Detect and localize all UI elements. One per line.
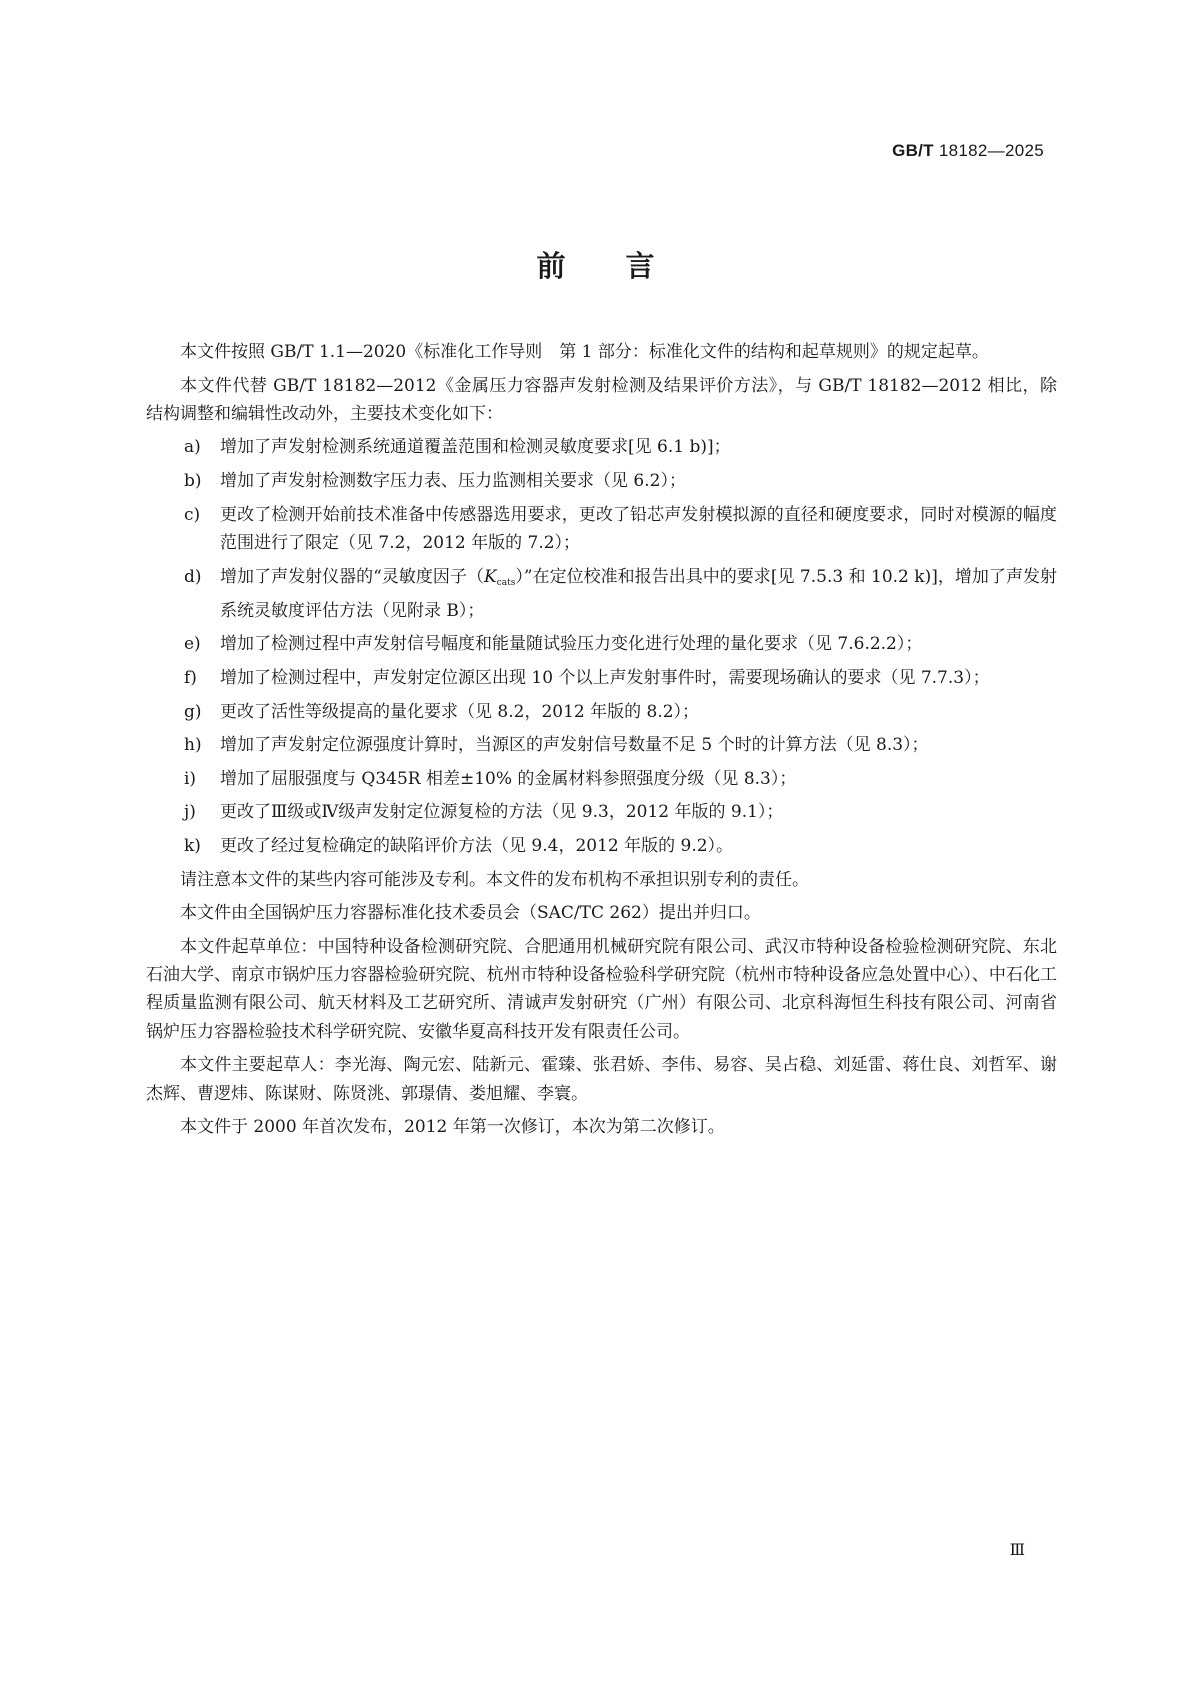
change-item-d xyxy=(146,563,1057,626)
change-item-a xyxy=(146,433,1057,461)
change-label: i) xyxy=(184,768,197,789)
proposer-paragraph: 本文件由全国锅炉压力容器标准化技术委员会（SAC/TC 262）提出并归口。 xyxy=(180,903,761,924)
change-text: 增加了检测过程中声发射信号幅度和能量随试验压力变化进行处理的量化要求（见 7.6.2.2）； xyxy=(220,634,923,655)
standard-number: 18182—2025 xyxy=(938,141,1044,160)
change-item-e xyxy=(146,630,1057,658)
change-item-k xyxy=(146,832,1057,860)
change-label: d) xyxy=(184,566,202,587)
patent-notice: 请注意本文件的某些内容可能涉及专利。本文件的发布机构不承担识别专利的责任。 xyxy=(180,869,809,890)
change-text: 更改了经过复检确定的缺陷评价方法（见 9.4，2012 年版的 9.2）。 xyxy=(220,836,734,857)
change-label: a) xyxy=(184,437,201,458)
k-symbol: K xyxy=(483,566,497,587)
change-label: f) xyxy=(184,668,197,689)
change-label: h) xyxy=(184,735,202,756)
change-text-before: 增加了声发射仪器的“灵敏度因子（ xyxy=(220,566,484,587)
change-text: 增加了声发射定位源强度计算时，当源区的声发射信号数量不足 5 个时的计算方法（见 8.3）； xyxy=(220,735,929,756)
change-item-g xyxy=(146,698,1057,726)
change-item-b xyxy=(146,467,1057,495)
change-text-after: ）”在定位校准和报告出具中的要求[见 7.5.3 和 10.2 k)]，增加了声发射系统灵敏度评估方法（见附录 B）； xyxy=(220,566,1057,621)
standard-code xyxy=(892,141,1044,161)
change-item-i xyxy=(146,765,1057,793)
page-title: 前言 xyxy=(536,249,715,283)
change-text: 更改了Ⅲ级或Ⅳ级声发射定位源复检的方法（见 9.3，2012 年版的 9.1）； xyxy=(220,802,784,823)
change-text: 更改了活性等级提高的量化要求（见 8.2，2012 年版的 8.2）； xyxy=(220,701,700,722)
change-label: c) xyxy=(184,504,201,525)
drafting-units: 本文件起草单位：中国特种设备检测研究院、合肥通用机械研究院有限公司、武汉市特种设备检验检测研究院、东北石油大学、南京市锅炉压力容器检验研究院、杭州市特种设备检验科学研究院（杭州市特种设备应急处置中心）、中石化工程质量监测有限公司、航天材料及工艺研究所、清诚声发射研究（广州）有限公司、北京科海恒生科技有限公司、河南省锅炉压力容器检验技术科学研究院、安徽华夏高科技开发有限责任公司。 xyxy=(146,936,1057,1042)
change-label: b) xyxy=(184,471,202,492)
k-subscript: cats xyxy=(496,577,516,588)
intro-paragraph-2: 本文件代替 GB/T 18182—2012《金属压力容器声发射检测及结果评价方法》，与 GB/T 18182—2012 相比，除结构调整和编辑性改动外，主要技术变化如下： xyxy=(146,375,1057,424)
change-label: k) xyxy=(184,836,201,857)
intro-paragraph-1: 本文件按照 GB/T 1.1—2020《标准化工作导则 第 1 部分：标准化文件的结构和起草规则》的规定起草。 xyxy=(180,342,989,362)
change-text: 增加了声发射检测数字压力表、压力监测相关要求（见 6.2）； xyxy=(220,471,686,492)
change-text: 增加了声发射检测系统通道覆盖范围和检测灵敏度要求[见 6.1 b)]； xyxy=(220,437,731,458)
change-label: j) xyxy=(184,802,196,823)
drafters: 本文件主要起草人：李光海、陶元宏、陆新元、霍臻、张君娇、李伟、易容、吴占稳、刘延雷、蒋仕良、刘哲军、谢杰辉、曹逻炜、陈谋财、陈贤洮、郭璟倩、娄旭耀、李寰。 xyxy=(146,1055,1057,1104)
change-text: 更改了检测开始前技术准备中传感器选用要求，更改了铅芯声发射模拟源的直径和硬度要求，同时对模源的幅度范围进行了限定（见 7.2，2012 年版的 7.2）； xyxy=(220,504,1057,553)
page-number: Ⅲ xyxy=(1009,1540,1025,1559)
change-label: e) xyxy=(184,634,201,655)
publication-history: 本文件于 2000 年首次发布，2012 年第一次修订，本次为第二次修订。 xyxy=(180,1117,725,1138)
change-item-h xyxy=(146,731,1057,759)
change-item-f xyxy=(146,664,1057,692)
change-label: g) xyxy=(184,701,202,722)
standard-prefix: GB/T xyxy=(892,141,934,160)
foreword-body xyxy=(146,338,1057,1147)
change-item-j xyxy=(146,798,1057,826)
change-item-c xyxy=(146,501,1057,558)
change-text: 增加了屈服强度与 Q345R 相差±10% 的金属材料参照强度分级（见 8.3）； xyxy=(220,768,797,789)
change-text: 增加了检测过程中，声发射定位源区出现 10 个以上声发射事件时，需要现场确认的要求（见 7.7.3）； xyxy=(220,668,990,689)
